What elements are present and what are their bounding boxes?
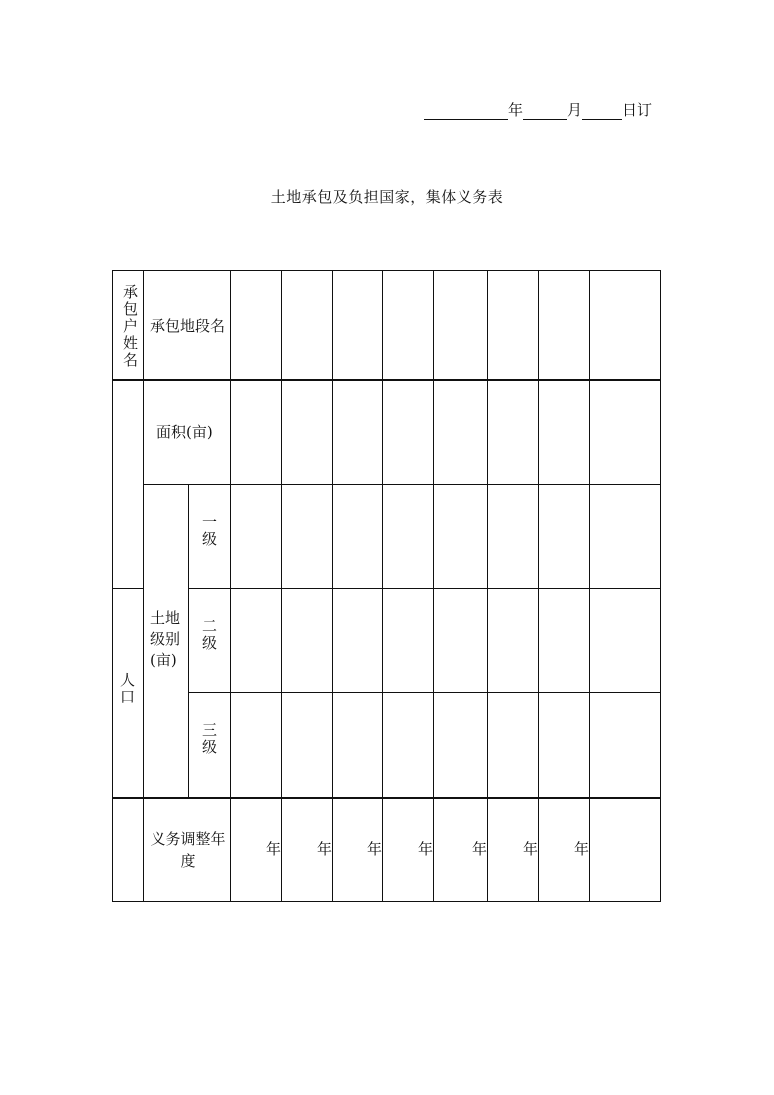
col-divider <box>143 270 144 902</box>
year-cell: 年 <box>523 840 539 858</box>
row-divider <box>188 588 661 589</box>
row-divider <box>112 379 661 381</box>
page-title: 土地承包及负担国家，集体义务表 <box>270 188 504 206</box>
row-divider <box>188 692 661 693</box>
land-grade-header-line: (亩) <box>150 651 177 669</box>
col-divider <box>538 270 539 902</box>
row-divider <box>112 588 144 589</box>
row-divider <box>143 484 661 485</box>
population-header: 人口 <box>118 672 136 706</box>
year-label: 年 <box>508 101 524 119</box>
date-line <box>424 100 652 120</box>
year-cell: 年 <box>367 840 383 858</box>
row-divider <box>112 797 661 799</box>
year-cell: 年 <box>574 840 590 858</box>
area-header: 面积(亩) <box>156 423 213 441</box>
obligation-year-header <box>146 828 230 872</box>
month-label: 月 <box>567 101 583 119</box>
grade-3-label: 三级 <box>200 722 218 756</box>
plot-name-header: 承包地段名 <box>150 317 226 335</box>
year-cell: 年 <box>418 840 434 858</box>
day-blank <box>582 102 622 120</box>
table-right-border <box>660 270 661 902</box>
col-divider <box>281 270 282 902</box>
obligation-year-header-line: 度 <box>180 852 196 870</box>
table-bottom-border <box>112 901 661 902</box>
land-grade-header-line: 级别 <box>150 630 181 648</box>
col-divider <box>487 270 488 902</box>
land-grade-header <box>150 608 186 671</box>
year-cell: 年 <box>317 840 333 858</box>
land-grade-header-line: 土地 <box>150 609 181 627</box>
contractor-name-header: 承包户姓名 <box>121 283 139 369</box>
obligation-year-header-line: 义务调整年 <box>150 830 226 848</box>
grade-2-label: 二级 <box>200 618 218 652</box>
table-top-border <box>112 270 661 271</box>
col-divider <box>230 270 231 902</box>
month-blank <box>523 102 567 120</box>
col-divider <box>433 270 434 902</box>
day-label: 日订 <box>622 101 653 119</box>
col-divider <box>589 270 590 902</box>
col-divider <box>332 270 333 902</box>
table-left-border <box>112 270 113 902</box>
year-cell: 年 <box>266 840 282 858</box>
year-blank <box>424 102 508 120</box>
grade-1-label: 一级 <box>200 514 218 548</box>
col-divider <box>382 270 383 902</box>
col-divider <box>188 484 189 798</box>
year-cell: 年 <box>472 840 488 858</box>
